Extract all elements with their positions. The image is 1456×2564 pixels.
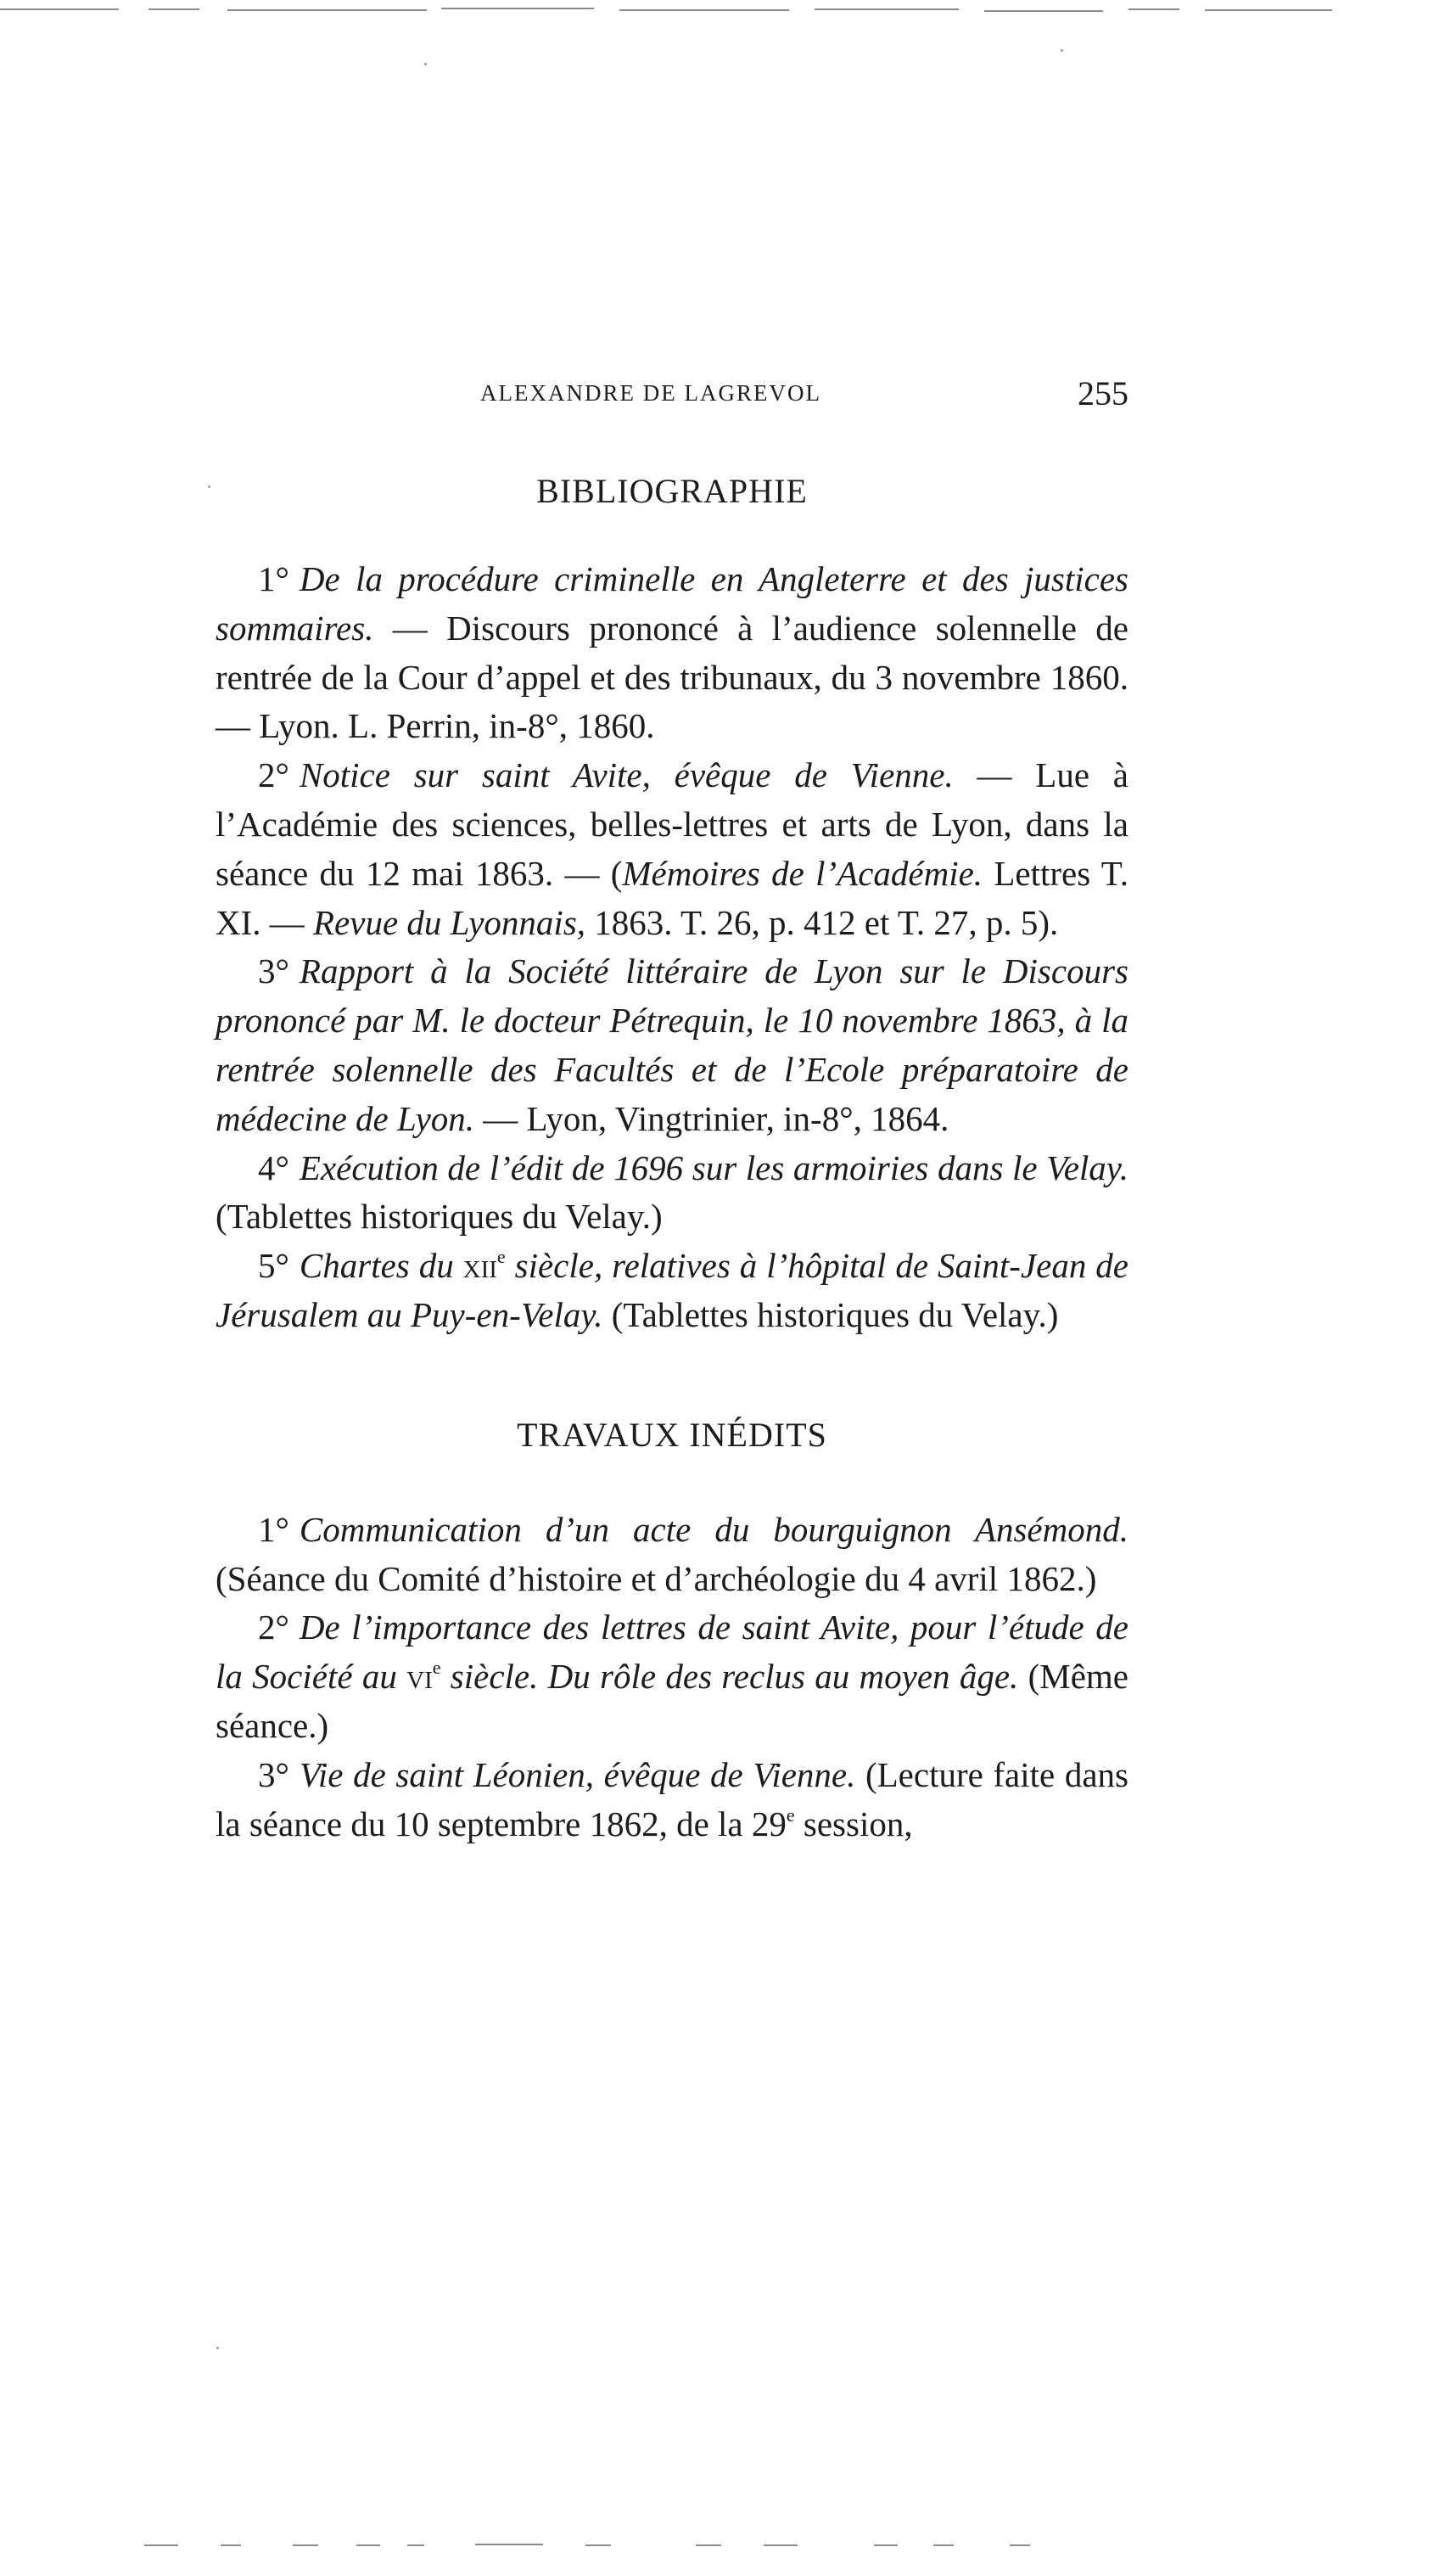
century-numeral: vi	[406, 1657, 433, 1697]
entry-number: 3°	[258, 951, 289, 991]
page-number: 255	[1078, 374, 1128, 412]
entry-title: Vie de saint Léonien, évêque de Vienne.	[299, 1754, 856, 1794]
entry-title: Communication d’un acte du bourguignon Ansémond.	[299, 1509, 1128, 1549]
entry-text: 1863. T. 26, p. 412 et T. 27, p. 5).	[585, 902, 1059, 942]
running-head	[216, 373, 1128, 424]
running-head-title: ALEXANDRE DE LAGREVOL	[480, 380, 821, 406]
section-heading-bibliographie: BIBLIOGRAPHIE	[536, 472, 808, 510]
scan-speck	[216, 2347, 219, 2349]
entry-number: 1°	[258, 559, 289, 598]
entry-text: (Lecture faite dans la séance du 10 septembre 1862, de la 29	[216, 1754, 1128, 1843]
century-superscript: e	[496, 1246, 506, 1268]
entry-title: Chartes du	[299, 1246, 463, 1286]
century-superscript: e	[432, 1657, 441, 1679]
entry-text: Lettres T. XI. —	[216, 853, 1128, 942]
section-heading-travaux-inedits: TRAVAUX INÉDITS	[517, 1415, 827, 1454]
entry-text: — Lyon, Vingtrinier, in-8°, 1864.	[474, 1098, 949, 1138]
unpublished-entry-1	[216, 1506, 1128, 1604]
entry-number: 2°	[258, 755, 289, 795]
entry-text: (Tablettes historiques du Velay.)	[602, 1294, 1059, 1334]
scan-edge-top	[0, 0, 1456, 20]
entry-title: De la procédure criminelle en Angleterre et des justices sommaires.	[216, 559, 1128, 648]
scan-speck	[1061, 49, 1063, 52]
entry-text: — Discours prononcé à l’audience solennelle de rentrée de la Cour d’appel et des tribunaux, du 3 novembre 1860. — Lyon. L. Perrin, in-8°, 1860.	[216, 608, 1128, 746]
bibliography-entry-5	[216, 1242, 1128, 1340]
entry-title-secondary: Revue du Lyonnais,	[313, 902, 586, 942]
scan-speck	[208, 485, 210, 488]
entry-text: (Séance du Comité d’histoire et d’archéologie du 4 avril 1862.)	[216, 1558, 1097, 1598]
scan-edge-bottom	[0, 2538, 1456, 2558]
entry-title: siècle, relatives à l’hôpital de Saint-Jean de Jérusalem au Puy-en-Velay.	[216, 1246, 1128, 1334]
entry-number: 4°	[258, 1147, 289, 1187]
entry-title: siècle. Du rôle des reclus au moyen âge.	[440, 1657, 1019, 1697]
scan-speck	[424, 63, 427, 65]
entry-number: 2°	[258, 1607, 289, 1647]
bibliography-entry-2	[216, 751, 1128, 947]
entry-number: 1°	[258, 1509, 289, 1549]
bibliography-entry-1	[216, 555, 1128, 751]
entry-title: Notice sur saint Avite, évêque de Vienne.	[299, 755, 954, 795]
entry-text: (Tablettes historiques du Velay.)	[216, 1197, 663, 1237]
century-numeral: xii	[462, 1246, 497, 1286]
bibliography-entry-4	[216, 1144, 1128, 1243]
unpublished-entry-3	[216, 1751, 1128, 1849]
entry-number: 3°	[258, 1754, 289, 1794]
entry-title-secondary: Mémoires de l’Académie.	[622, 853, 983, 893]
book-page	[216, 373, 1128, 1849]
bibliography-entry-3	[216, 947, 1128, 1143]
entry-title: De l’importance des lettres de saint Avite, pour l’étude de la Société au	[216, 1607, 1128, 1697]
entry-text: (Même séance.)	[216, 1657, 1128, 1745]
ordinal-superscript: e	[786, 1804, 795, 1826]
entry-number: 5°	[258, 1246, 289, 1286]
unpublished-entry-2	[216, 1603, 1128, 1750]
entry-text: session,	[794, 1804, 913, 1843]
entry-title: Exécution de l’édit de 1696 sur les armoiries dans le Velay.	[299, 1147, 1128, 1187]
entry-title: Rapport à la Société littéraire de Lyon sur le Discours prononcé par M. le docteur Pétrequin, le 10 novembre 1863, à la rentrée solennelle des Facultés et de l’Ecole préparatoire de médecine de Lyon.	[216, 951, 1128, 1138]
entry-text: — Lue à l’Académie des sciences, belles-lettres et arts de Lyon, dans la séance du 12 mai 1863. — (	[216, 755, 1128, 893]
